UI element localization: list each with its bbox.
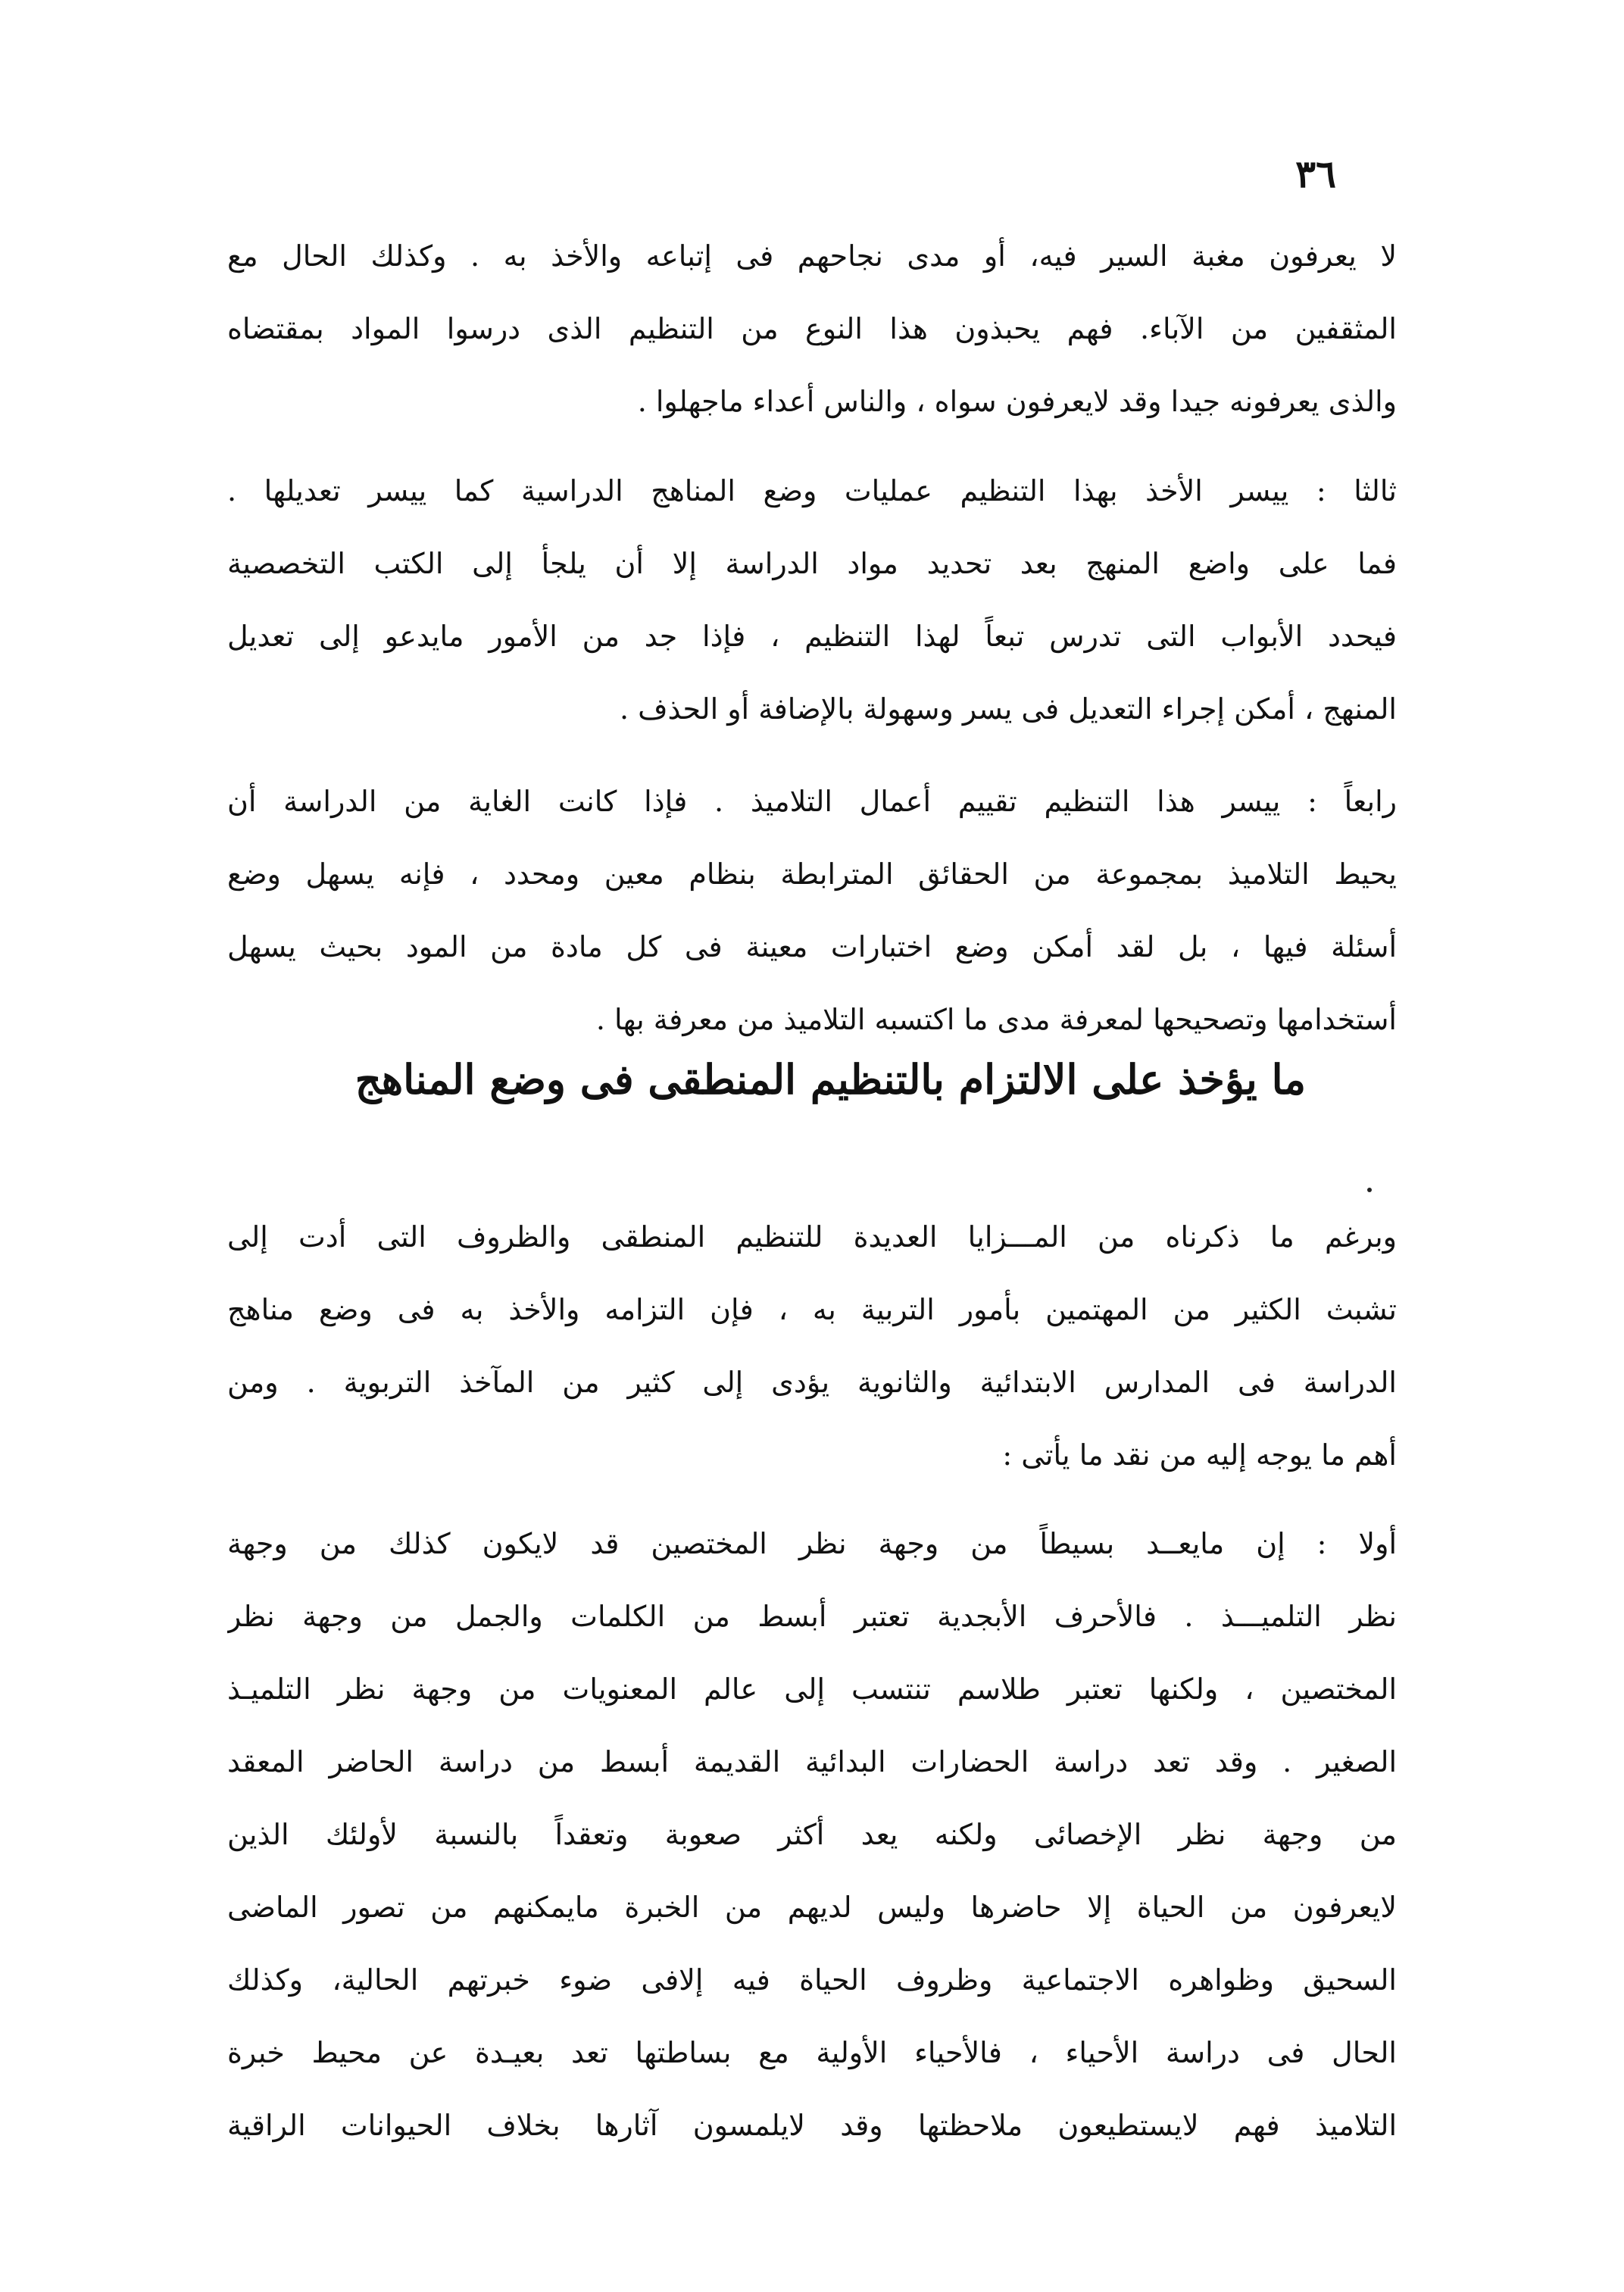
text-line: التلاميذ فهم لايستطيعون ملاحظتها وقد لايلمسون آثارها بخلاف الحيوانات الراقية — [227, 2109, 1397, 2142]
text-line: فيحدد الأبواب التى تدرس تبعاً لهذا التنظيم ، فإذا جد من الأمور مايدعو إلى تعديل — [227, 620, 1397, 653]
text-line: المختصين ، ولكنها تعتبر طلاسم تنتسب إلى عالم المعنويات من وجهة نظر التلميـذ — [227, 1672, 1397, 1706]
text-line: تشبث الكثير من المهتمين بأمور التربية به ، فإن التزامه والأخذ به فى وضع مناهج — [227, 1293, 1397, 1326]
paragraph-5 — [227, 1507, 1397, 2162]
text-line: المثقفين من الآباء. فهم يحبذون هذا النوع من التنظيم الذى درسوا المواد بمقتضاه — [227, 312, 1397, 345]
text-line: والذى يعرفونه جيدا وقد لايعرفون سواه ، والناس أعداء ماجهلوا . — [637, 385, 1397, 418]
text-line: أسئلة فيها ، بل لقد أمكن وضع اختبارات معينة فى كل مادة من المود بحيث يسهل — [227, 930, 1397, 963]
text-line: أستخدامها وتصحيحها لمعرفة مدى ما اكتسبه التلاميذ من معرفة بها . — [595, 1003, 1397, 1036]
text-line: أهم ما يوجه إليه من نقد ما يأتى : — [1002, 1438, 1397, 1472]
text-line: ثالثا : ييسر الأخذ بهذا التنظيم عمليات وضع المناهج الدراسية كما ييسر تعديلها . — [227, 474, 1397, 507]
section-heading: ما يؤخذ على الالتزام بالتنظيم المنطقى فى وضع المناهج — [354, 1055, 1306, 1104]
text-line: من وجهة نظر الإخصائى ولكنه يعد أكثر صعوبة وتعقداً بالنسبة لأولئك الذين — [227, 1818, 1397, 1851]
text-line: وبرغم ما ذكرناه من المـــزايا العديدة للتنظيم المنطقى والظروف التى أدت إلى — [227, 1220, 1397, 1254]
text-line: رابعاً : ييسر هذا التنظيم تقييم أعمال التلاميذ . فإذا كانت الغاية من الدراسة أن — [227, 785, 1397, 818]
paragraph-2 — [227, 454, 1397, 745]
paragraph-4 — [227, 1201, 1397, 1491]
ink-dot — [1367, 1188, 1372, 1192]
text-line: فما على واضع المنهج بعد تحديد مواد الدراسة إلا أن يلجأ إلى الكتب التخصصية — [227, 547, 1397, 580]
text-line: الدراسة فى المدارس الابتدائية والثانوية يؤدى إلى كثير من المآخذ التربوية . ومن — [227, 1366, 1397, 1399]
paragraph-1 — [227, 220, 1397, 438]
page-number: ٣٦ — [1295, 151, 1336, 196]
text-line: الصغير . وقد تعد دراسة الحضارات البدائية القديمة أبسط من دراسة الحاضر المعقد — [227, 1745, 1397, 1778]
text-line: لايعرفون من الحياة إلا حاضرها وليس لديهم من الخبرة مايمكنهم من تصور الماضى — [227, 1891, 1397, 1924]
text-line: الحال فى دراسة الأحياء ، فالأحياء الأولية مع بساطتها تعد بعيـدة عن محيط خبرة — [227, 2036, 1397, 2069]
text-line: يحيط التلاميذ بمجموعة من الحقائق المترابطة بنظام معين ومحدد ، فإنه يسهل وضع — [227, 857, 1397, 891]
text-line: نظر التلميـــذ . فالأحرف الأبجدية تعتبر أبسط من الكلمات والجمل من وجهة نظر — [227, 1600, 1397, 1633]
text-line: المنهج ، أمكن إجراء التعديل فى يسر وسهولة بالإضافة أو الحذف . — [619, 692, 1397, 726]
text-line: لا يعرفون مغبة السير فيه، أو مدى نجاحهم فى إتباعه والأخذ به . وكذلك الحال مع — [227, 239, 1397, 273]
text-line: السحيق وظواهره الاجتماعية وظروف الحياة فيه إلافى ضوء خبرتهم الحالية، وكذلك — [227, 1963, 1397, 1997]
text-line: أولا : إن مايعــد بسيطاً من وجهة نظر المختصين قد لايكون كذلك من وجهة — [227, 1527, 1397, 1560]
paragraph-3 — [227, 765, 1397, 1056]
